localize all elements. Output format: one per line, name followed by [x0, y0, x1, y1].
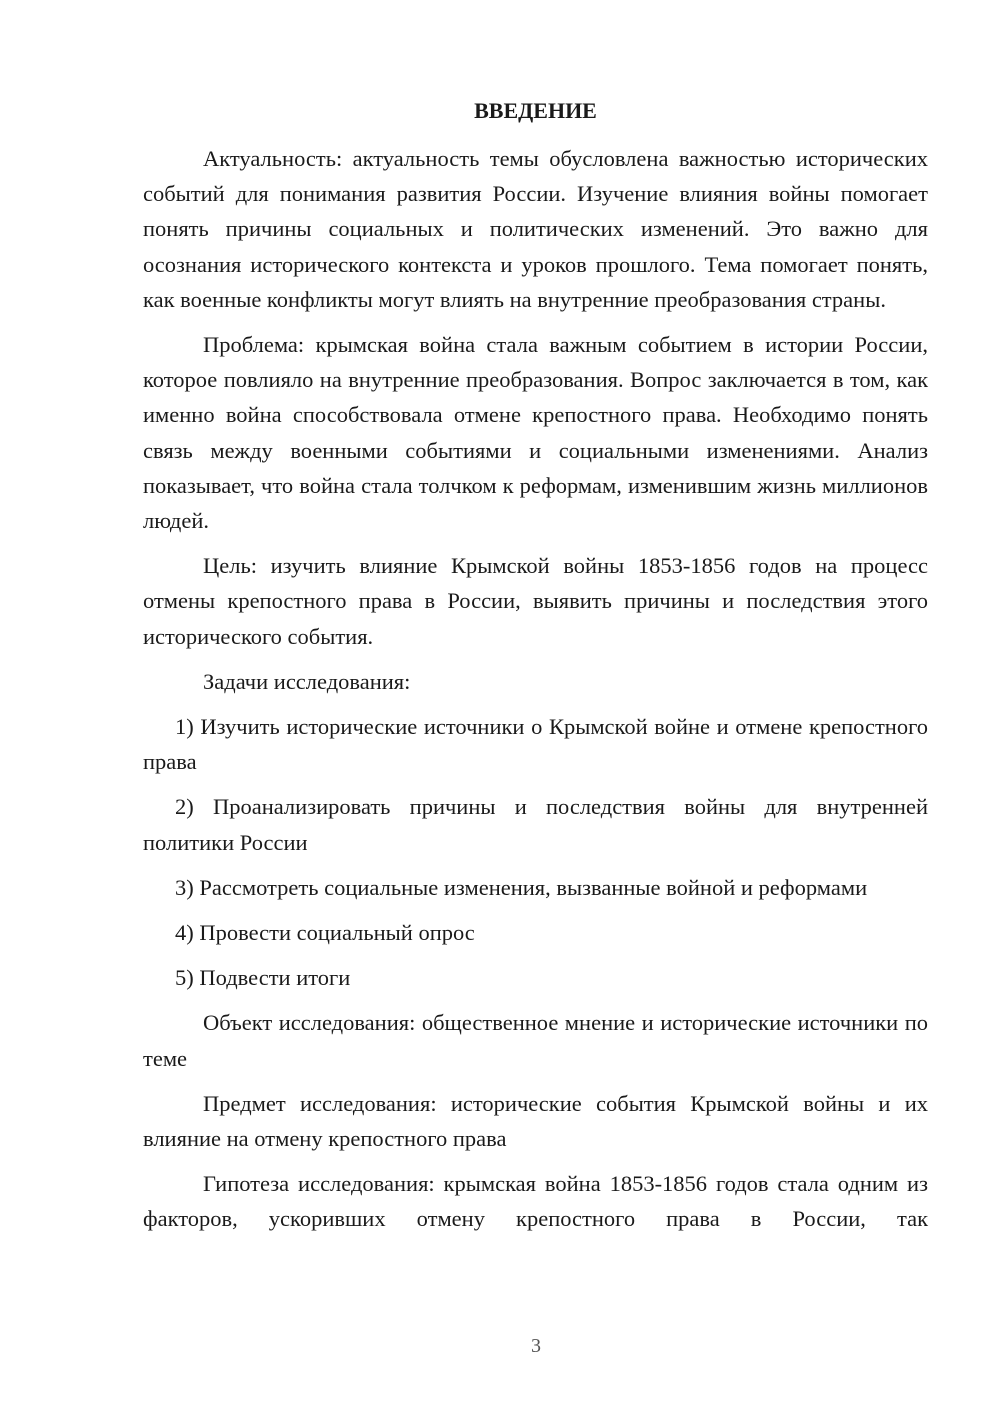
page-content [143, 95, 928, 1247]
paragraph-subject: Предмет исследования: исторические события Крымской войны и их влияние на отмену крепостного права [143, 1090, 928, 1152]
task-item-4: 4) Провести социальный опрос [175, 920, 475, 946]
page-number: 3 [531, 1335, 541, 1357]
task-item-1: 1) Изучить исторические источники о Крымской войне и отмене крепостного права [143, 714, 928, 775]
task-item-3: 3) Рассмотреть социальные изменения, вызванные войной и реформами [175, 874, 868, 900]
paragraph-problem: Проблема: крымская война стала важным событием в истории России, которое повлияло на внутренние преобразования. Вопрос заключается в том, как именно война способствовала отмене крепостного права. Необходимо понять связь между военными событиями и социальными изменениями. Анализ показывает, что война стала толчком к реформам, изменившим жизнь миллионов людей. [143, 332, 928, 534]
task-item-5: 5) Подвести итоги [175, 965, 351, 991]
paragraph-relevance: Актуальность: актуальность темы обусловлена важностью исторических событий для понимания развития России. Изучение влияния войны помогает понять причины социальных и политических изменений. Это важно для осознания исторического контекста и уроков прошлого. Тема помогает понять, как военные конфликты могут влиять на внутренние преобразования страны. [143, 146, 928, 312]
paragraph-hypothesis: Гипотеза исследования: крымская война 1853-1856 годов стала одним из факторов, ускоривших отмену крепостного права в России, так [143, 1171, 928, 1232]
tasks-heading: Задачи исследования: [203, 668, 411, 694]
paragraph-goal: Цель: изучить влияние Крымской войны 1853-1856 годов на процесс отмены крепостного права в России, выявить причины и последствия этого исторического события. [143, 553, 928, 649]
paragraph-object: Объект исследования: общественное мнение и исторические источники по теме [143, 1010, 928, 1071]
task-item-2: 2) Проанализировать причины и последствия войны для внутренней политики России [143, 794, 928, 855]
section-title: ВВЕДЕНИЕ [474, 98, 597, 123]
